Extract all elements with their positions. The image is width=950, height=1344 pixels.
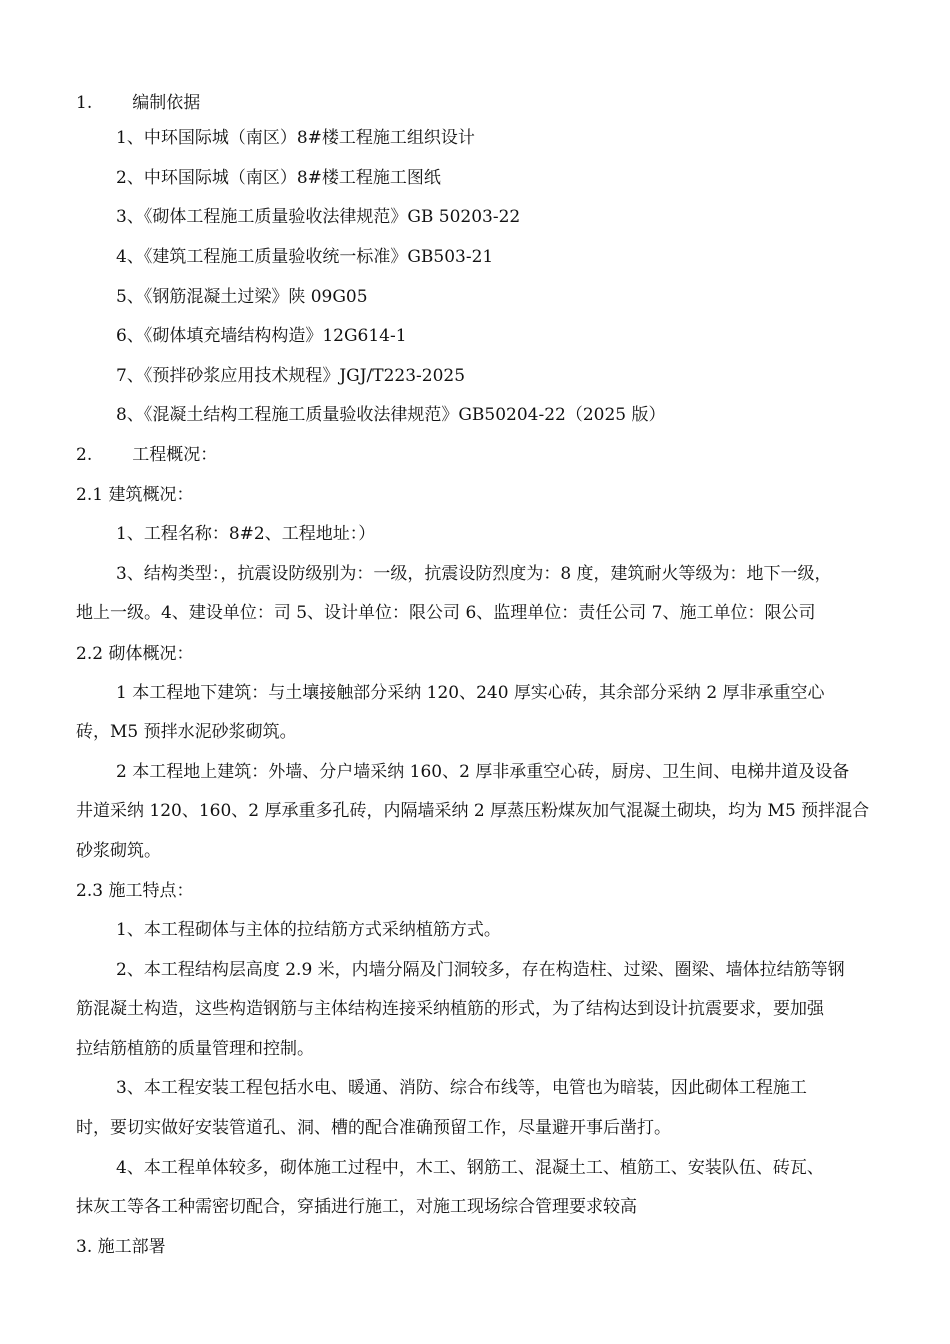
section-1-number: 1. [76, 93, 93, 113]
construction-feature-line-5: 3、本工程安装工程包括水电、暖通、消防、综合布线等，电管也为暗装，因此砌体工程施工 [116, 1078, 807, 1098]
subsection-2-1-heading: 2.1 建筑概况： [76, 485, 194, 505]
reference-item-2: 2、中环国际城（南区）8#楼工程施工图纸 [116, 168, 441, 188]
section-2-number: 2. [76, 445, 93, 465]
building-overview-line-2: 3、结构类型：，抗震设防级别为：一级，抗震设防烈度为：8 度，建筑耐火等级为：地下一级， [116, 564, 832, 584]
construction-feature-line-2: 2、本工程结构层高度 2.9 米，内墙分隔及门洞较多，存在构造柱、过梁、圈梁、墙体拉结筋等钢 [116, 960, 845, 980]
masonry-overview-line-2: 砖，M5 预拌水泥砂浆砌筑。 [76, 722, 297, 742]
reference-item-3: 3、《砌体工程施工质量验收法律规范》GB 50203-22 [116, 207, 521, 227]
construction-feature-line-4: 拉结筋植筋的质量管理和控制。 [76, 1039, 314, 1059]
building-overview-line-1: 1、工程名称：8#2、工程地址：） [116, 524, 376, 544]
construction-feature-line-3: 筋混凝土构造，这些构造钢筋与主体结构连接采纳植筋的形式，为了结构达到设计抗震要求，要加强 [76, 999, 824, 1019]
subsection-2-2-heading: 2.2 砌体概况： [76, 644, 194, 664]
construction-feature-line-8: 抹灰工等各工种需密切配合，穿插进行施工，对施工现场综合管理要求较高 [76, 1197, 637, 1217]
reference-item-8: 8、《混凝土结构工程施工质量验收法律规范》GB50204-22（2025 版） [116, 405, 666, 425]
masonry-overview-line-1: 1 本工程地下建筑：与土壤接触部分采纳 120、240 厚实心砖，其余部分采纳 2 厚非承重空心 [116, 683, 825, 703]
section-2-heading [76, 444, 217, 466]
reference-item-6: 6、《砌体填充墙结构构造》12G614-1 [116, 326, 407, 346]
masonry-overview-line-5: 砂浆砌筑。 [76, 841, 161, 861]
construction-feature-line-7: 4、本工程单体较多，砌体施工过程中，木工、钢筋工、混凝土工、植筋工、安装队伍、砖瓦、 [116, 1158, 824, 1178]
masonry-overview-line-4: 井道采纳 120、160、2 厚承重多孔砖，内隔墙采纳 2 厚蒸压粉煤灰加气混凝土砌块，均为 M5 预拌混合 [76, 801, 870, 821]
section-2-title: 工程概况： [132, 445, 218, 465]
reference-item-7: 7、《预拌砂浆应用技术规程》JGJ/T223-2025 [116, 366, 466, 386]
subsection-2-3-heading: 2.3 施工特点： [76, 881, 194, 901]
construction-feature-line-6: 时，要切实做好安装管道孔、洞、槽的配合准确预留工作，尽量避开事后凿打。 [76, 1118, 671, 1138]
masonry-overview-line-3: 2 本工程地上建筑：外墙、分户墙采纳 160、2 厚非承重空心砖，厨房、卫生间、电梯井道及设备 [116, 762, 850, 782]
section-1-heading [76, 92, 200, 114]
section-3-heading: 3. 施工部署 [76, 1237, 166, 1257]
reference-item-4: 4、《建筑工程施工质量验收统一标准》GB503-21 [116, 247, 494, 267]
construction-feature-line-1: 1、本工程砌体与主体的拉结筋方式采纳植筋方式。 [116, 920, 501, 940]
reference-item-1: 1、中环国际城（南区）8#楼工程施工组织设计 [116, 128, 475, 148]
building-overview-line-3: 地上一级。4、建设单位：司 5、设计单位：限公司 6、监理单位：责任公司 7、施工单位：限公司 [76, 603, 816, 623]
section-1-title: 编制依据 [132, 93, 201, 113]
reference-item-5: 5、《钢筋混凝土过梁》陕 09G05 [116, 287, 368, 307]
